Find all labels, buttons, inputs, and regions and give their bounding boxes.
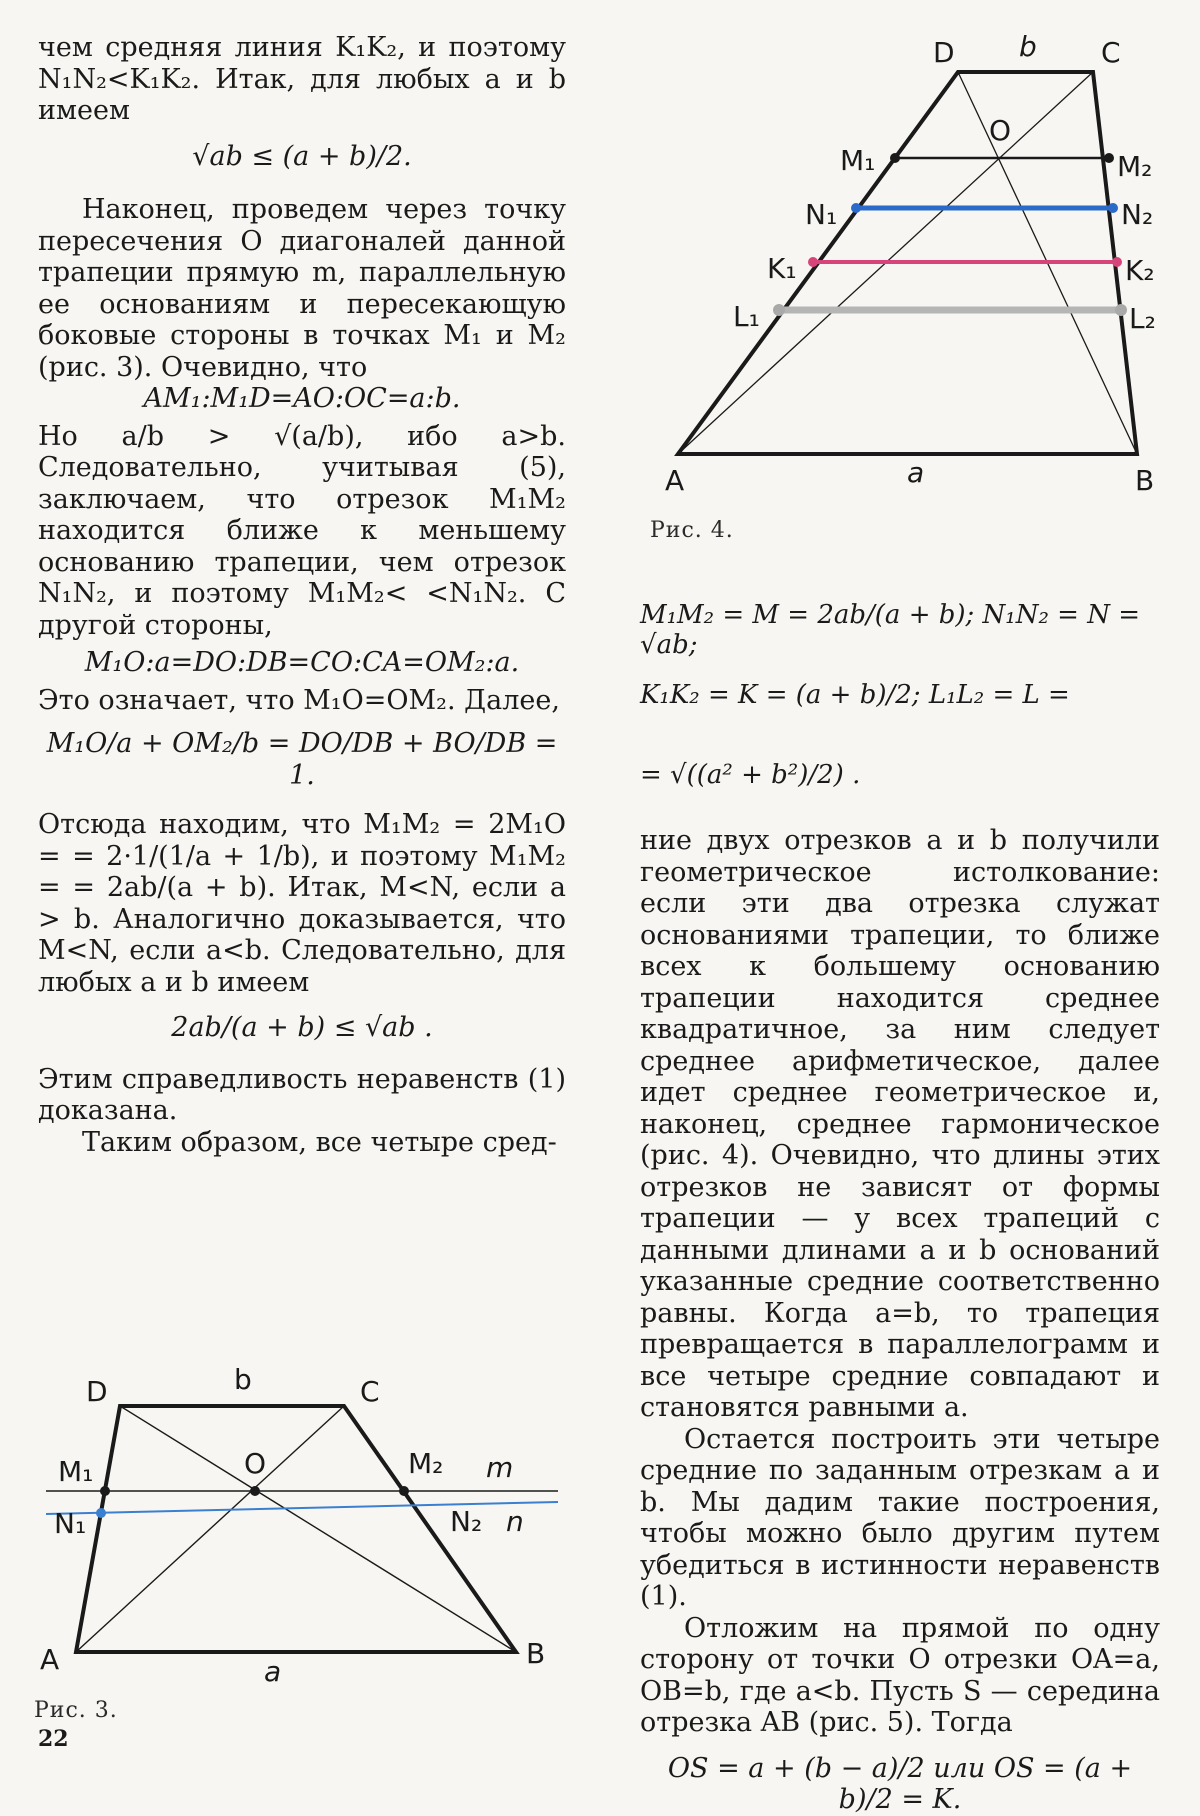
fig4-label-m1: M₁ [840,144,876,177]
left-text-7: Таким образом, все четыре сред- [82,1126,557,1158]
fig3-label-b: b [234,1363,252,1396]
left-paragraph-5 [38,809,566,998]
fig4-caption: Рис. 4. [650,518,734,543]
fig3-point-n1 [96,1508,106,1518]
fig3-label-n2: N₂ [450,1505,483,1538]
fig3-label-m1: M₁ [58,1455,94,1488]
fig3-label-c: C [360,1375,380,1408]
fig3-label-b-vertex: B [526,1637,546,1670]
formula-4-text: M₁O/a + OM₂/b = DO/DB + BO/DB = 1. [46,728,558,791]
fig3-point-m1 [100,1486,110,1496]
fig4-label-k1: K₁ [767,252,797,285]
right-text-1: ние двух отрезков a и b получили геометрическое истолкование: если эти два отрезка служат основаниями трапеции, то ближе всех к большему основанию трапеции находится среднее квадратичное, за ним следует среднее арифметическое, далее идет среднее геометрическое и, наконец, среднее гармоническое (рис. 4). Очевидно, что длины этих отрезков не зависят от формы трапеции — у всех трапеций с данными длинами a и b оснований указанные средние соответственно равны. Когда a=b, то трапеция превращается в параллелограмм и все четыре средние совпадают и становятся равными a. [640,825,1160,1423]
left-paragraph-4 [38,685,566,717]
fig4-point-m2 [1104,153,1114,163]
fig4-formula-2-text: K₁K₂ = K = (a + b)/2; L₁L₂ = L = [640,680,1070,710]
formula-os [640,1753,1160,1816]
formula-5-text: 2ab/(a + b) ≤ √ab . [171,1012,433,1043]
fig4-point-m1 [890,153,900,163]
formula-3 [38,647,566,679]
fig4-label-k2: K₂ [1125,254,1155,287]
left-text-1: чем средняя линия K₁K₂, и поэтому N₁N₂<K₁K₂. Итак, для любых a и b имеем [38,32,566,126]
left-text-4: Это означает, что M₁O=OM₂. Далее, [38,684,560,716]
fig4-label-n2: N₂ [1121,198,1154,231]
fig4-formula-1-text: M₁M₂ = M = 2ab/(a + b); N₁N₂ = N = √ab; [640,600,1141,660]
fig3-point-o [250,1486,260,1496]
left-paragraph-7 [38,1127,566,1159]
formula-1 [38,141,566,173]
fig4-label-c: C [1101,36,1121,69]
fig4-label-b: b [1019,30,1037,63]
left-text-6: Этим справедливость неравенств (1) доказана. [38,1063,566,1126]
formula-os-text: OS = a + (b − a)/2 или OS = (a + b)/2 = K. [667,1752,1133,1815]
fig4-label-b-vertex: B [1135,464,1155,497]
formula-1-text: √ab ≤ (a + b)/2. [192,140,412,172]
fig4-point-k2 [1112,257,1122,267]
fig4-label-n1: N₁ [805,198,838,231]
fig4-label-a: a [907,456,925,489]
fig3-label-a: a [264,1655,282,1688]
left-paragraph-1 [38,32,566,127]
fig4-label-o: O [989,114,1012,147]
fig4-formula-3-text: = √((a² + b²)/2) . [640,760,861,790]
right-text-3: Отложим на прямой по одну сторону от точки O отрезки OA=a, OB=b, где a<b. Пусть S — середина отрезка AB (рис. 5). Тогда [640,1612,1160,1738]
figure-4 [655,30,1175,500]
fig4-label-a-vertex: A [665,464,685,497]
fig4-label-l2: L₂ [1129,302,1156,335]
fig4-point-k1 [808,257,818,267]
fig4-point-l2 [1115,304,1127,316]
formula-2-text: AM₁:M₁D=AO:OC=a:b. [143,383,461,414]
left-column [38,32,566,1158]
formula-5 [38,1012,566,1044]
fig3-point-m2 [399,1486,409,1496]
fig4-formula-line-1 [640,600,1160,660]
fig4-formula-line-3 [640,760,1160,790]
page-number: 22 [38,1726,69,1752]
left-text-5: Отсюда находим, что M₁M₂ = 2M₁O = = 2·1/(1/a + 1/b), и поэтому M₁M₂ = = 2ab/(a + b). Итак, M<N, если a > b. Аналогично доказывается, что M<N, если a<b. Следовательно, для любых a и b имеем [38,809,566,998]
fig4-point-n2 [1108,203,1118,213]
figure-3 [38,1365,598,1695]
right-paragraph-2 [640,1424,1160,1613]
formula-3-text: M₁O:a=DO:DB=CO:CA=OM₂:a. [84,647,520,678]
fig3-label-n1: N₁ [54,1507,87,1540]
fig4-label-l1: L₁ [733,300,760,333]
fig3-label-d: D [86,1375,108,1408]
left-paragraph-2 [38,194,566,383]
right-text-2: Остается построить эти четыре средние по заданным отрезкам a и b. Мы дадим такие построения, чтобы можно было другим путем убедиться в истинности неравенств (1). [640,1423,1160,1612]
fig3-label-n: n [506,1505,524,1538]
fig3-diagonal-ca [76,1406,344,1652]
left-paragraph-6 [38,1064,566,1127]
fig4-point-n1 [851,203,861,213]
fig4-label-m2: M₂ [1117,150,1153,183]
left-paragraph-3 [38,421,566,642]
fig3-label-o: O [244,1447,267,1480]
fig4-formula-line-2 [640,680,1160,710]
fig4-point-l1 [773,304,785,316]
fig3-label-m: m [486,1451,514,1484]
right-column [640,825,1160,1816]
right-paragraph-3 [640,1613,1160,1739]
left-text-2: Наконец, проведем через точку пересечения O диагоналей данной трапеции прямую m, параллельную ее основаниям и пересекающую боковые стороны в точках M₁ и M₂ (рис. 3). Очевидно, что [38,194,566,383]
formula-4 [38,728,566,791]
fig3-label-m2: M₂ [408,1447,444,1480]
left-text-3: Но a/b > √(a/b), ибо a>b. Следовательно, учитывая (5), заключаем, что отрезок M₁M₂ находится ближе к меньшему основанию трапеции, чем отрезок N₁N₂, и поэтому M₁M₂< <N₁N₂. С другой стороны, [38,420,566,641]
fig3-caption: Рис. 3. [34,1698,118,1723]
fig3-label-a-vertex: A [40,1643,60,1676]
right-paragraph-1 [640,825,1160,1424]
formula-2 [38,383,566,415]
fig4-label-d: D [933,36,955,69]
